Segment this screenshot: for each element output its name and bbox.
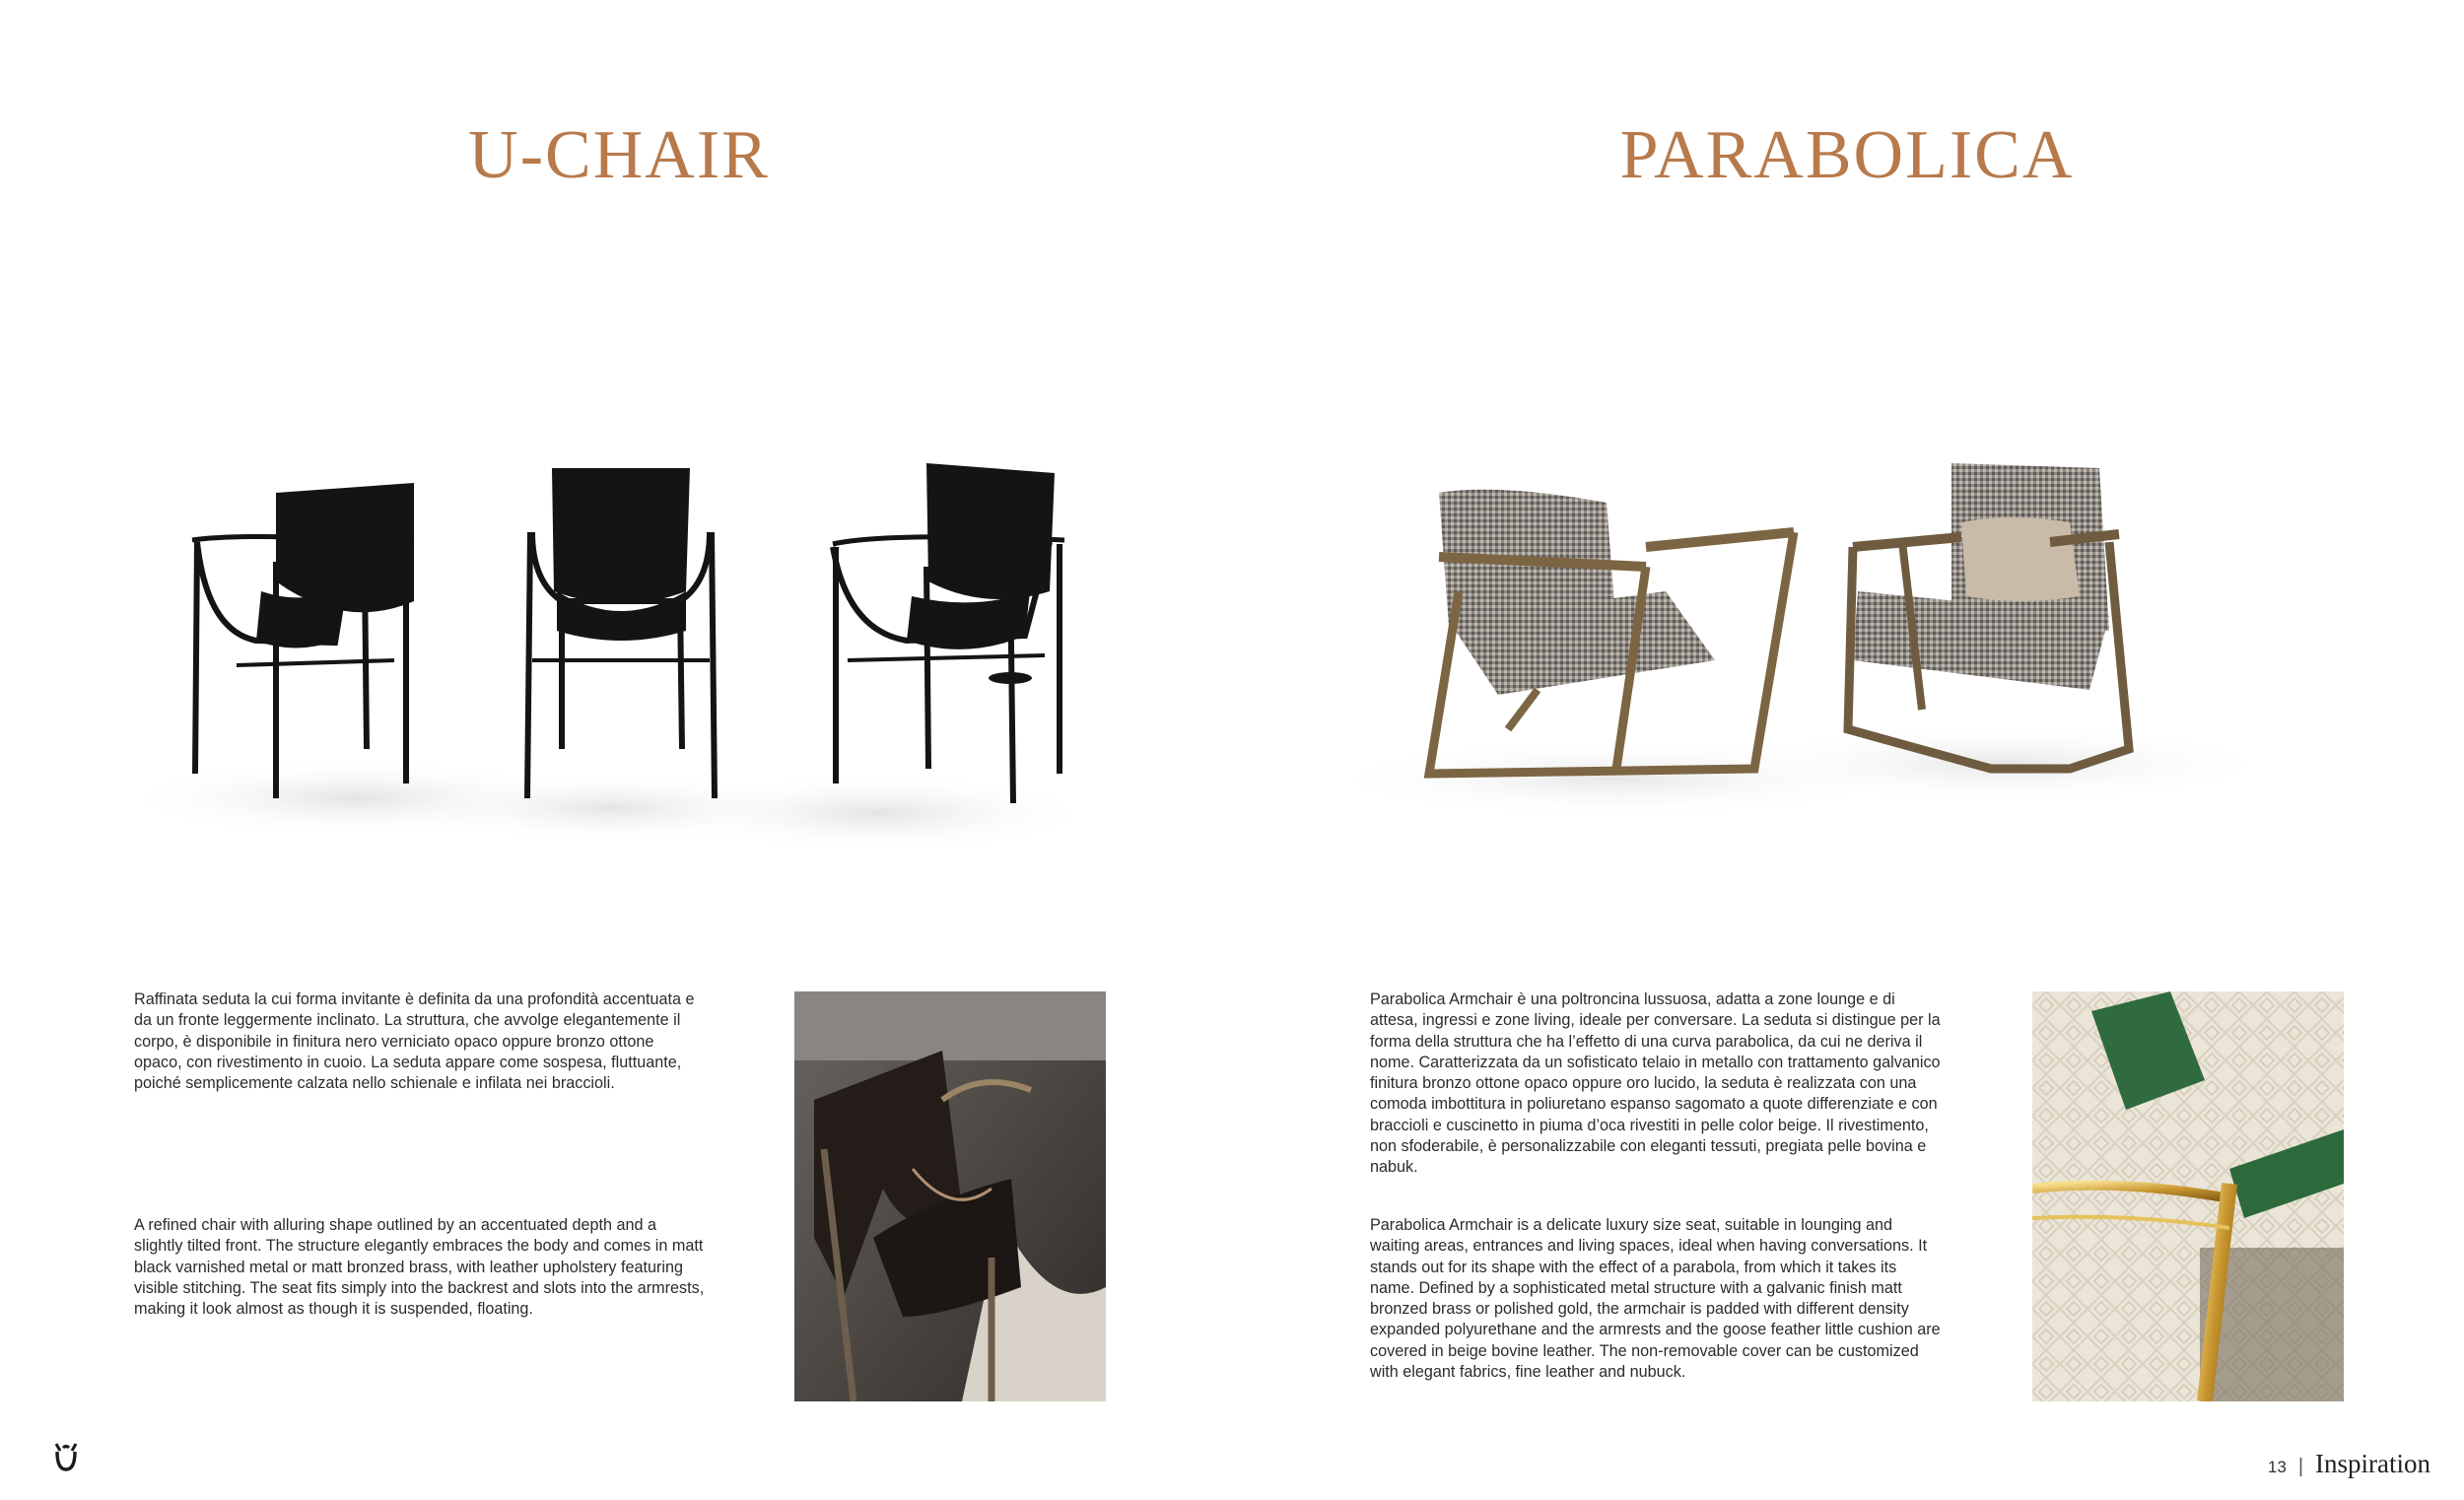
parabolica-hero-image (1321, 434, 2326, 848)
parabolica-detail-image (2032, 991, 2344, 1401)
u-chair-description-english: A refined chair with alluring shape outlined by an accentuated depth and a slightly tilted front. The structure elegantly embraces the body and comes in matt black varnished metal or matt bronzed brass, with leather upholstery featuring visible stitching. The seat fits simply into the backrest and slots into the armrests, making it look almost as though it is suspended, floating. (134, 1216, 705, 1319)
u-chair-hero-image (99, 434, 1104, 848)
parabolica-description-english: Parabolica Armchair is a delicate luxury size seat, suitable in lounging and waiting areas, entrances and living spaces, ideal when having conversations. It stands out for its shape with the effect of a parabola, from which it takes its name. Defined by a sophisticated metal structure with a galvanic finish matt bronzed brass or polished gold, the armchair is padded with different density expanded polyurethane and the armrests and the goose feather little cushion are covered in beige bovine leather. The non-removable cover can be customized with elegant fabrics, fine leather and nubuck. (1370, 1216, 1941, 1382)
parabolica-armchair-1 (1429, 490, 1794, 774)
u-chair-detail-image (794, 991, 1106, 1401)
u-chair-title: U-CHAIR (468, 117, 770, 193)
parabolica-description-italian: Parabolica Armchair è una poltroncina lussuosa, adatta a zone lounge e di attesa, ingressi e zone living, ideale per conversare. La seduta si distingue per la forma della struttura che ha l’effetto di una curva parabolica, da cui ne deriva il nome. Caratterizzata da un sofisticato telaio in metallo con trattamento galvanico finitura bronzo ottone opaco oppure oro lucido, la seduta è realizzata con una comoda imbottitura in poliuretano espanso sagomato a quote differenziate e con braccioli e cuscinetto in piuma d’oca rivestiti in pelle color beige. Il rivestimento, non sfoderabile, è personalizzabile con eleganti tessuti, pregiata pelle bovina e nabuk. (1370, 990, 1941, 1177)
parabolica-title: PARABOLICA (1619, 117, 2075, 193)
brand-logo-icon (53, 1442, 79, 1471)
parabolica-armchair-2 (1848, 463, 2129, 769)
page-number: 13 (2267, 1458, 2287, 1476)
u-chair-description-italian: Raffinata seduta la cui forma invitante è definita da una profondità accentuata e da un fronte leggermente inclinato. La struttura, che avvolge elegantemente il corpo, è disponibile in finitura nero verniciato opaco oppure bronzo ottone opaco, con rivestimento in cuoio. La seduta appare come sospesa, fluttuante, poiché semplicemente calzata nello schienale e infilata nei braccioli. (134, 990, 695, 1093)
section-name: Inspiration (2315, 1449, 2430, 1478)
page-footer (2268, 1449, 2430, 1479)
u-chair-3 (833, 463, 1064, 803)
footer-separator: | (2297, 1456, 2304, 1477)
u-chair-2 (527, 468, 715, 798)
u-chair-1 (192, 483, 414, 798)
